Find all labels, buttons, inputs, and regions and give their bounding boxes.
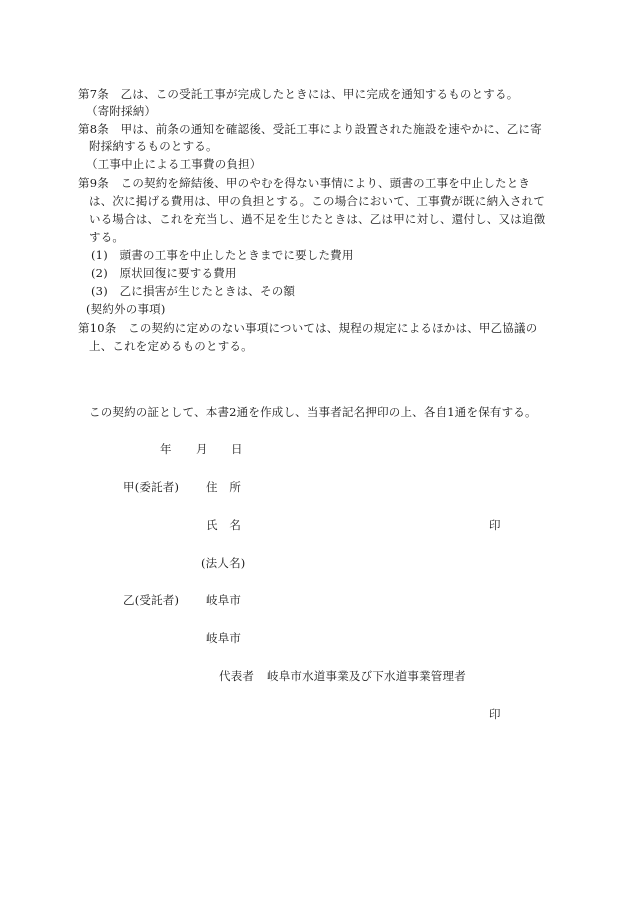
article-8-line-1: 第8条 甲は、前条の通知を確認後、受託工事により設置された施設を速やかに、乙に寄 bbox=[78, 122, 542, 136]
article-9-item-3: (3) 乙に損害が生じたときは、その額 bbox=[91, 284, 296, 298]
article-9-caption: （工事中止による工事費の負担） bbox=[86, 157, 262, 171]
party-a-role: 甲(委託者) bbox=[123, 480, 180, 494]
article-10-line-2: 上、これを定めるものとする。 bbox=[89, 339, 253, 353]
article-7-line-1: 第7条 乙は、この受託工事が完成したときには、甲に完成を通知するものとする。 bbox=[78, 87, 519, 101]
party-b-name: 岐阜市 bbox=[206, 631, 242, 645]
party-a-seal-mark: 印 bbox=[489, 518, 501, 532]
article-9-line-3: いる場合は、これを充当し、過不足を生じたときは、乙は甲に対し、還付し、又は追徴 bbox=[89, 212, 546, 226]
party-a-address-label: 住 所 bbox=[206, 480, 242, 494]
date-month-label: 月 bbox=[196, 442, 208, 456]
article-8-caption: （寄附採納） bbox=[86, 104, 157, 118]
article-10-caption: (契約外の事項) bbox=[86, 302, 166, 316]
party-a-corp-label: (法人名) bbox=[201, 556, 246, 570]
party-b-representative-title: 岐阜市水道事業及び下水道事業管理者 bbox=[267, 669, 466, 683]
party-b-role: 乙(受託者) bbox=[123, 593, 180, 607]
closing-statement: この契約の証として、本書2通を作成し、当事者記名押印の上、各自1通を保有する。 bbox=[89, 405, 537, 419]
party-b-address: 岐阜市 bbox=[206, 593, 242, 607]
article-10-line-1: 第10条 この契約に定めのない事項については、規程の規定によるほかは、甲乙協議の bbox=[78, 321, 538, 335]
article-9-line-4: する。 bbox=[89, 230, 125, 244]
article-9-item-2: (2) 原状回復に要する費用 bbox=[91, 266, 237, 280]
article-8-line-2: 附採納するものとする。 bbox=[89, 139, 218, 153]
article-9-line-2: は、次に掲げる費用は、甲の負担とする。この場合において、工事費が既に納入されて bbox=[89, 194, 546, 208]
date-day-label: 日 bbox=[231, 442, 243, 456]
party-b-representative-label: 代表者 bbox=[219, 669, 255, 683]
party-b-seal-mark: 印 bbox=[489, 707, 501, 721]
date-year-label: 年 bbox=[160, 442, 172, 456]
article-9-item-1: (1) 頭書の工事を中止したときまでに要した費用 bbox=[91, 248, 354, 262]
article-9-line-1: 第9条 この契約を締結後、甲のやむを得ない事情により、頭書の工事を中止したとき bbox=[78, 176, 531, 190]
party-a-name-label: 氏 名 bbox=[206, 518, 242, 532]
